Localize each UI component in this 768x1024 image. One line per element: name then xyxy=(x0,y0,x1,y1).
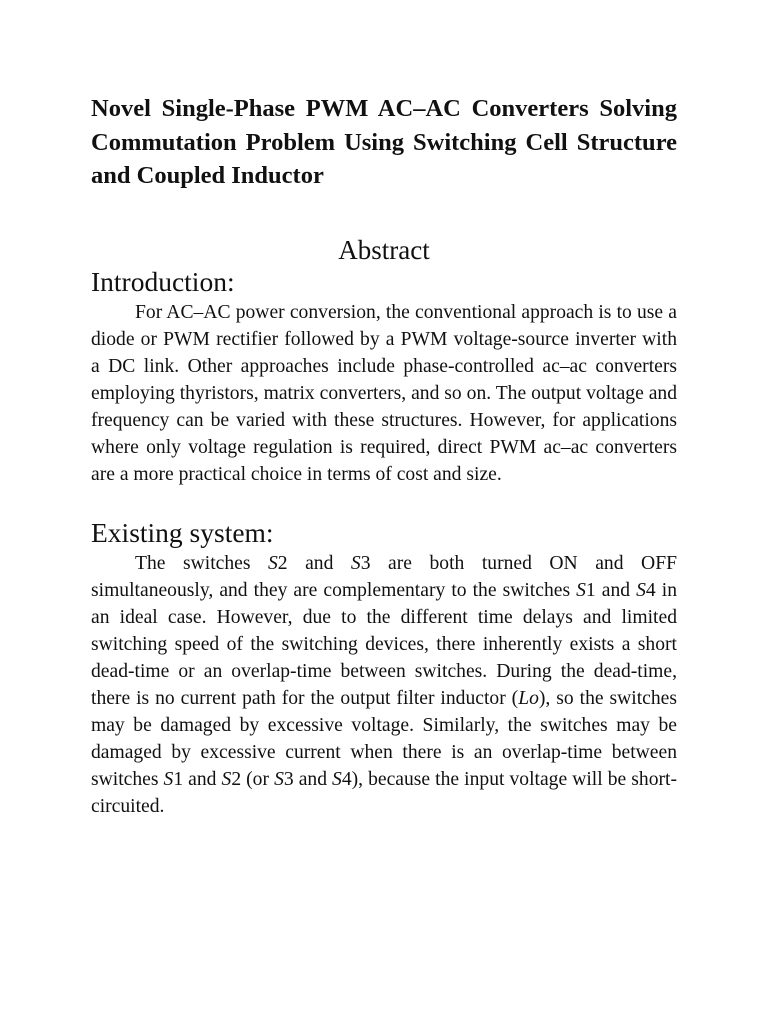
document-title: Novel Single-Phase PWM AC–AC Converters Solving Commutation Problem Using Switching Cell Structure and Coupled Inductor xyxy=(91,95,677,189)
document-page xyxy=(91,92,677,820)
section-heading-existing-system: Existing system: xyxy=(91,516,274,548)
section-heading-introduction: Introduction: xyxy=(91,265,235,297)
abstract-heading: Abstract xyxy=(338,234,430,265)
section-body-introduction: For AC–AC power conversion, the conventional approach is to use a diode or PWM rectifier followed by a PWM voltage-source inverter with a DC link. Other approaches include phase-controlled ac–ac converters employing thyristors, matrix converters, and so on. The output voltage and frequency can be varied with these structures. However, for applications where only voltage regulation is required, direct PWM ac–ac converters are a more practical choice in terms of cost and size. xyxy=(91,301,677,485)
section-body-existing-system: The switches S2 and S3 are both turned ON and OFF simultaneously, and they are complementary to the switches S1 and S4 in an ideal case. However, due to the different time delays and limited switching speed of the switching devices, there inherently exists a short dead-time or an overlap-time between switches. During the dead-time, there is no current path for the output filter inductor (Lo), so the switches may be damaged by excessive voltage. Similarly, the switches may be damaged by excessive current when there is an overlap-time between switches S1 and S2 (or S3 and S4), because the input voltage will be short-circuited. xyxy=(91,552,677,817)
